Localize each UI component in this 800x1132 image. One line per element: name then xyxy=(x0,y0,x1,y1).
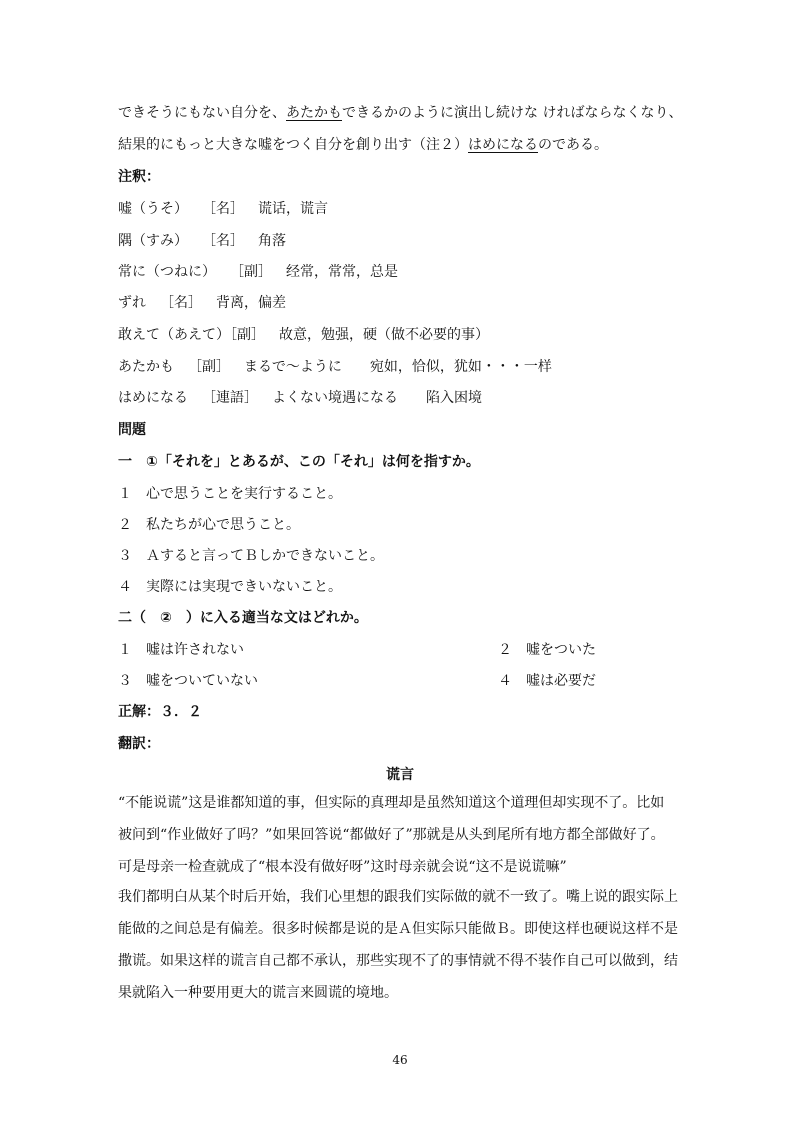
note-term: あたかも xyxy=(118,359,174,375)
note-meaning: 陷入困境 xyxy=(426,390,482,406)
question-2-options-row xyxy=(118,640,596,660)
note-meaning: 故意，勉强，硬（做不必要的事） xyxy=(279,327,489,343)
note-pos: ［名］ xyxy=(160,295,202,311)
translation-title: 谎言 xyxy=(386,767,414,783)
note-pos: ［名］ xyxy=(202,233,244,249)
passage-text: 結果的にもっと大きな嘘をつく自分を創り出す（注２） xyxy=(118,137,468,153)
question-1-option: １ 心で思うことを実行すること。 xyxy=(118,486,342,502)
translation-line: 能做的之间总是有偏差。很多时候都是说的是Ａ但实际只能做Ｂ。即使这样也硬说这样不是 xyxy=(118,921,678,937)
translation-line: 可是母亲一检查就成了“根本没有做好呀”这时母亲就会说“这不是说谎嘛” xyxy=(118,859,567,875)
questions-heading: 問題 xyxy=(118,422,146,438)
passage-line-2 xyxy=(118,135,608,155)
question-2-option: ３ 嘘をついていない xyxy=(118,673,258,689)
note-term: 常に（つねに） xyxy=(118,264,216,280)
question-2-options-row xyxy=(118,671,596,691)
passage-line-1 xyxy=(118,103,682,123)
question-1-prompt: 一 ①「それを」とあるが、この「それ」は何を指すか。 xyxy=(118,454,480,470)
note-term: 嘘（うそ） xyxy=(118,201,188,217)
note-meaning: 背离，偏差 xyxy=(216,295,286,311)
question-1-option: ４ 実際には実現できいないこと。 xyxy=(118,579,342,595)
note-term: 隅（すみ） xyxy=(118,233,188,249)
note-pos: ［連語］ xyxy=(202,390,258,406)
note-item xyxy=(118,262,398,282)
answer: 正解：３．２ xyxy=(118,704,202,720)
underlined-word: はめになる xyxy=(468,137,538,153)
question-2-prompt: 二（ ② ）に入る適当な文はどれか。 xyxy=(118,610,368,626)
question-1-option: ３ Ａすると言ってＢしかできないこと。 xyxy=(118,548,384,564)
note-pos: ［副］ xyxy=(188,359,230,375)
note-gloss: よくない境遇になる xyxy=(272,390,398,406)
translation-line: 被问到“作业做好了吗？”如果回答说“都做好了”那就是从头到尾所有地方都全部做好了。 xyxy=(118,827,665,843)
translation-line: 撒谎。如果这样的谎言自己都不承认，那些实现不了的事情就不得不装作自己可以做到，结 xyxy=(118,953,678,969)
page-number: 46 xyxy=(392,1053,408,1067)
note-pos: ［副］ xyxy=(230,327,265,343)
translation-line: 我们都明白从某个时后开始，我们心里想的跟我们实际做的就不一致了。嘴上说的跟实际上 xyxy=(118,889,678,905)
note-meaning: 宛如，恰似，犹如・・・一样 xyxy=(369,359,552,375)
underlined-word: あたかも xyxy=(286,105,342,121)
question-1-option: ２ 私たちが心で思うこと。 xyxy=(118,517,300,533)
note-item xyxy=(118,293,286,313)
translation-heading: 翻訳： xyxy=(118,736,160,752)
question-2-option: ４ 嘘は必要だ xyxy=(498,673,596,689)
note-term: 敢えて（あえて） xyxy=(118,327,230,343)
question-2-option: １ 嘘は许されない xyxy=(118,642,244,658)
note-item xyxy=(118,357,552,377)
note-pos: ［副］ xyxy=(230,264,272,280)
notes-heading: 注釈： xyxy=(118,169,160,185)
passage-text: できるかのように演出し続けな ければならなくなり、 xyxy=(342,105,683,121)
note-meaning: 角落 xyxy=(258,233,286,249)
note-item xyxy=(118,199,328,219)
note-term: ずれ xyxy=(118,295,146,311)
note-item xyxy=(118,325,489,345)
translation-line: “不能说谎”这是谁都知道的事，但实际的真理却是虽然知道这个道理但却实现不了。比如 xyxy=(118,795,665,811)
note-item xyxy=(118,388,482,408)
note-pos: ［名］ xyxy=(202,201,244,217)
note-meaning: 谎话，谎言 xyxy=(258,201,328,217)
note-item xyxy=(118,231,286,251)
note-meaning: 经常，常常，总是 xyxy=(286,264,398,280)
passage-text: のである。 xyxy=(538,137,608,153)
question-2-option: ２ 嘘をついた xyxy=(498,642,596,658)
passage-text: できそうにもない自分を、 xyxy=(118,105,286,121)
translation-line: 果就陷入一种要用更大的谎言来圆谎的境地。 xyxy=(118,985,398,1001)
note-term: はめになる xyxy=(118,390,188,406)
note-gloss: まるで～ように xyxy=(244,359,342,375)
